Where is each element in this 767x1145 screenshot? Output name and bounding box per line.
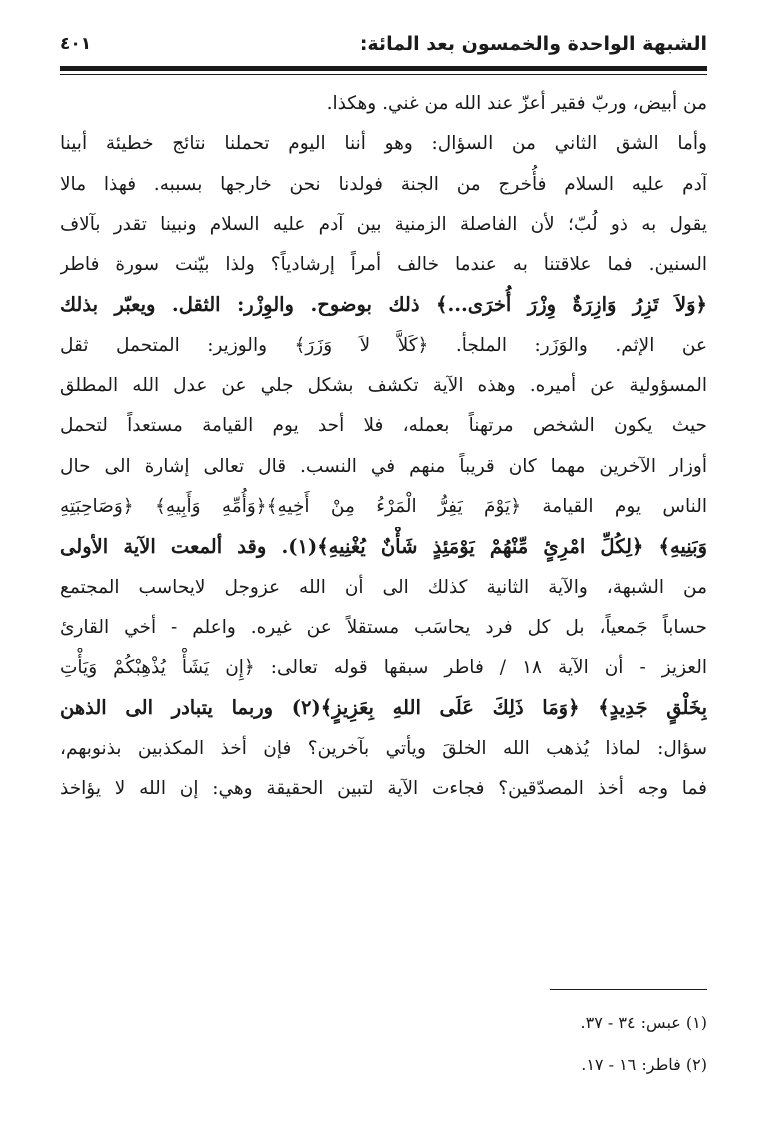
header-rule-thin	[60, 74, 707, 75]
body-text	[60, 84, 707, 809]
text-line: أوزار الآخرين مهما كان قريباً منهم في النسب. قال تعالى إشارة الى حال	[60, 455, 707, 477]
text-line: يقول به ذو لُبّ؛ لأن الفاصلة الزمنية بين آدم عليه السلام ونبينا تقدر بآلاف	[60, 213, 707, 235]
text-line: بِخَلْقٍ جَدِيدٍ﴾ ﴿وَمَا ذَلِكَ عَلَى اللهِ بِعَزِيزٍ﴾(٢) وربما يتبادر الى الذهن	[60, 696, 707, 720]
text-line: وأما الشق الثاني من السؤال: وهو أننا اليوم تحملنا نتائج خطيئة أبينا	[60, 133, 707, 155]
text-line: الناس يوم القيامة ﴿يَوْمَ يَفِرُّ الْمَرْءُ مِنْ أَخِيهِ﴾﴿وَأُمِّهِ وَأَبِيهِ﴾ ﴿وَصَاحِبَتِهِ	[60, 495, 707, 517]
page-number: ٤٠١	[60, 34, 92, 54]
text-line: آدم عليه السلام فأُخرج من الجنة فولدنا نحن خارجها بسببه. فهذا مالا	[60, 173, 707, 195]
text-line: حساباً جَمعياً، بل كل فرد يحاسَب مستقلاً عن غيره. واعلم - أخي القارئ	[60, 616, 707, 638]
header-rule-thick	[60, 66, 707, 71]
text-line: من أبيض، وربّ فقير أعزّ عند الله من غني. وهكذا.	[326, 93, 707, 114]
text-line: حيث يكون الشخص مرتهناً بعمله، فلا أحد يوم القيامة مستعداً لتحمل	[60, 415, 707, 437]
text-line: عن الإثم. والوَزَر: الملجأ. ﴿كَلاَّ لاَ وَزَرَ﴾ والوزير: المتحمل ثقل	[60, 334, 707, 356]
text-line: من الشبهة، والآية الثانية كذلك الى أن الله عزوجل لايحاسب المجتمع	[60, 576, 707, 598]
text-line: وَبَنِيهِ﴾ ﴿لِكُلِّ امْرِئٍ مِّنْهُمْ يَوْمَئِذٍ شَأْنٌ يُغْنِيهِ﴾(١). وقد ألمعت الآية الأولى	[60, 535, 707, 559]
text-line: ﴿وَلاَ تَزِرُ وَازِرَةٌ وِزْرَ أُخرَى...﴾ ذلك بوضوح. والوِزْر: الثقل. ويعبّر بذلك	[60, 293, 707, 317]
footnote-2: (٢) فاطر: ١٦ - ١٧.	[581, 1055, 707, 1074]
text-line: العزيز - أن الآية ١٨ / فاطر سبقها قوله تعالى: ﴿إِن يَشَأْ يُذْهِبْكُمْ وَيَأْتِ	[60, 657, 707, 679]
text-line: فما وجه أخذ المصدّقين؟ فجاءت الآية لتبين الحقيقة وهي: إن الله لا يؤاخذ	[60, 778, 707, 800]
text-line: السنين. فما علاقتنا به عندما خالف أمراً إرشادياً؟ ولذا بيّنت سورة فاطر	[60, 254, 707, 276]
text-line: سؤال: لماذا يُذهب الله الخلقَ ويأتي بآخرين؟ فإن أخذ المكذبين بذنوبهم،	[60, 737, 707, 759]
running-header	[60, 28, 707, 60]
footnote-separator	[550, 989, 707, 990]
chapter-title: الشبهة الواحدة والخمسون بعد المائة:	[359, 33, 707, 55]
footnote-1: (١) عبس: ٣٤ - ٣٧.	[580, 1013, 707, 1032]
text-line: المسؤولية عن أميره. وهذه الآية تكشف بشكل جلي عن عدل الله المطلق	[60, 375, 707, 397]
